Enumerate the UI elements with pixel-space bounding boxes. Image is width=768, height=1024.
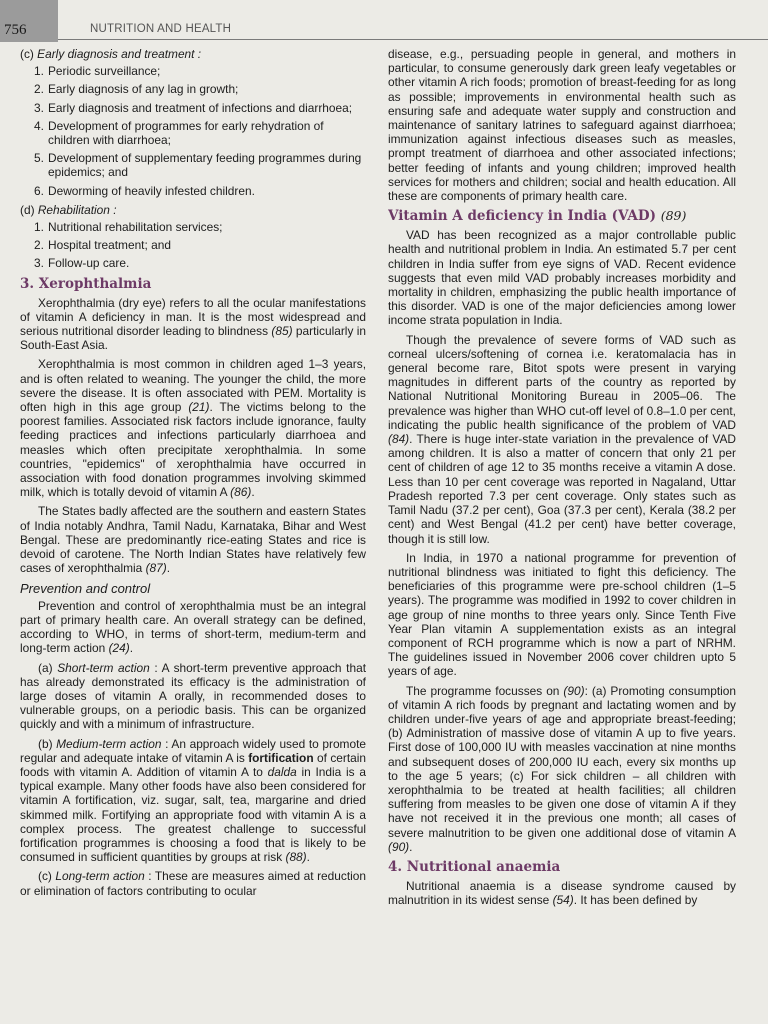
xerophthalmia-paragraph-1: Xerophthalmia (dry eye) refers to all the ocular manifestations of vitamin A deficiency in man. It is the most widespread and serious nutritional disorder leading to blindness (85) particularly in South-East Asia. xyxy=(20,295,366,353)
list-item: 3. Early diagnosis and treatment of infections and diarrhoea; xyxy=(34,100,353,115)
vad-paragraph-3: In India, in 1970 a national programme for prevention of nutritional blindness was initiated to fight this deficiency. The beneficiaries of this programme were pre-school children (1–5 years). The programme was modified in 1992 to cover children in age group of nine months to three years only. Since Tenth Five Year Plan vitamin A supplementation exists as an integral component of RCH programme which is now a part of NRHM. The guidelines issued in November 2006 cover children upto 5 years of age. xyxy=(388,550,736,679)
xerophthalmia-paragraph-2: Xerophthalmia is most common in children aged 1–3 years, and is often related to weaning. The younger the child, the more severe the disease. It is often associated with PEM. Mortality is often high in this age group (21). The victims belong to the poorest families. Associated risk factors include ignorance, faulty feeding practices and infections particularly diarrhoea and measles which often precipitate xerophthalmia. In some countries, "epidemics" of xerophthalmia have occurred in association with food donation programmes involving skimmed milk, which is totally devoid of vitamin A (86). xyxy=(20,357,366,500)
prevention-paragraph: Prevention and control of xerophthalmia must be an integral part of primary health care. An overall strategy can be defined, according to WHO, in terms of short-term, medium-term and long-term action (24). xyxy=(20,598,366,656)
vad-heading: Vitamin A deficiency in India (VAD) (89) xyxy=(388,208,687,225)
list-item: 1. Nutritional rehabilitation services; xyxy=(34,220,223,235)
vad-paragraph-2: Though the prevalence of severe forms of VAD such as corneal ulcers/softening of cornea i.e. keratomalacia has in general become rare, Bitot spots were present in varying magnitudes in different parts of the country as reported by National Nutritional Monitoring Bureau in 2005–06. The prevalence was higher than WHO cut-off level of 0.8–1.0 per cent, indicating the public health significance of the problem of VAD (84). There is huge inter-state variation in the prevalence of VAD among children. It is also a matter of concern that only 21 per cent of children of age 12 to 35 months receive a vitamin A dose. Less than 10 per cent coverage was reported in Nagaland, Uttar Pradesh reported 7.3 per cent coverage. Only states such as Tamil Nadu (37.2 per cent), Goa (37.3 per cent), Kerala (38.2 per cent) and West Bengal (41.2 per cent) have better coverage, though it is still low. xyxy=(388,332,736,546)
anaemia-paragraph: Nutritional anaemia is a disease syndrome caused by malnutrition in its widest sense (54). It has been defined by xyxy=(388,878,736,908)
vad-paragraph-1: VAD has been recognized as a major controllable public health and nutritional problem in India. An estimated 5.7 per cent children in India suffer from eye signs of VAD. Recent evidence suggests that even mild VAD probably increases morbidity and mortality in children, emphasizing the public health importance of this disorder. VAD is one of the major deficiencies among lower income strata population in India. xyxy=(388,228,736,328)
list-item: 2. Hospital treatment; and xyxy=(34,238,171,253)
page-number: 756 xyxy=(4,22,27,38)
list-item: 1. Periodic surveillance; xyxy=(34,64,161,79)
xerophthalmia-heading: 3. Xerophthalmia xyxy=(20,275,152,292)
prevention-heading: Prevention and control xyxy=(20,580,151,596)
list-item: 6. Deworming of heavily infested children. xyxy=(34,183,255,198)
early-diagnosis-list xyxy=(20,64,366,198)
section-c-title: (c) Early diagnosis and treatment : xyxy=(20,47,202,61)
rehabilitation-list xyxy=(20,220,366,271)
vad-paragraph-4: The programme focusses on (90): (a) Promoting consumption of vitamin A rich foods by pregnant and lactating women and by children under-five years of age and appropriate breast-feeding; (b) Administration of massive dose of vitamin A up to five years. First dose of 100,000 IU with measles vaccination at nine months and subsequent doses of 200,000 IU each, every six months up to the age 5 years; (c) For sick children – all children with xerophthalmia to be treated at health facilities; all children suffering from measles to be given one dose of vitamin A if they have not received it in the previous one month; all cases of severe malnutrition to be given one additional dose of vitamin A (90). xyxy=(388,683,736,854)
list-item: 2. Early diagnosis of any lag in growth; xyxy=(34,82,239,97)
running-head: NUTRITION AND HEALTH xyxy=(90,23,232,35)
medium-term-paragraph: (b) Medium-term action : An approach widely used to promote regular and adequate intake of vitamin A is fortification of certain foods with vitamin A. Addition of vitamin A to dalda in India is a typical example. Many other foods have also been considered for vitamin A fortification, viz. sugar, salt, tea, margarine and dried skimmed milk. Fortifying an appropriate food with vitamin A is a complex process. The greatest challenge to successful fortification programmes is choosing a food that is likely to be consumed in sufficient quantities by groups at risk (88). xyxy=(20,736,366,865)
continued-paragraph: disease, e.g., persuading people in general, and mothers in particular, to consume generously dark green leafy vegetables or other vitamin A rich foods; promotion of breast-feeding for as long as possible; improvements in environmental health such as ensuring safe and adequate water supply and construction and maintenance of sanitary latrines to safeguard against diarrhoea; immunization against infectious diseases such as measles, prompt treatment of diarrhoea and other associated infections; better feeding of infants and young children; improved health services for mothers and children; social and health education. All these are components of primary health care. xyxy=(388,47,736,204)
section-d-title: (d) Rehabilitation : xyxy=(20,202,117,217)
list-item: 5. Development of supplementary feeding programmes during epidemics; and xyxy=(34,151,362,180)
short-term-paragraph: (a) Short-term action : A short-term preventive approach that has already demonstrated its efficacy is the administration of large doses of vitamin A orally, in recommended doses to vulnerable groups, on a periodic basis. This can be organized quickly and with a minimum of infrastructure. xyxy=(20,660,366,732)
xerophthalmia-paragraph-3: The States badly affected are the southern and eastern States of India notably Andhra, Tamil Nadu, Karnataka, Bihar and West Bengal. These are predominantly rice-eating States and rice is devoid of carotene. The North Indian States have relatively few cases of xerophthalmia (87). xyxy=(20,504,366,576)
right-column xyxy=(388,47,736,1019)
anaemia-heading: 4. Nutritional anaemia xyxy=(388,858,561,875)
long-term-paragraph: (c) Long-term action : These are measures aimed at reduction or elimination of factors contributing to ocular xyxy=(20,869,366,898)
header-rule xyxy=(58,39,768,40)
list-item: 3. Follow-up care. xyxy=(34,256,130,271)
list-item: 4. Development of programmes for early rehydration of children with diarrhoea; xyxy=(34,118,324,148)
left-column xyxy=(20,47,366,1019)
